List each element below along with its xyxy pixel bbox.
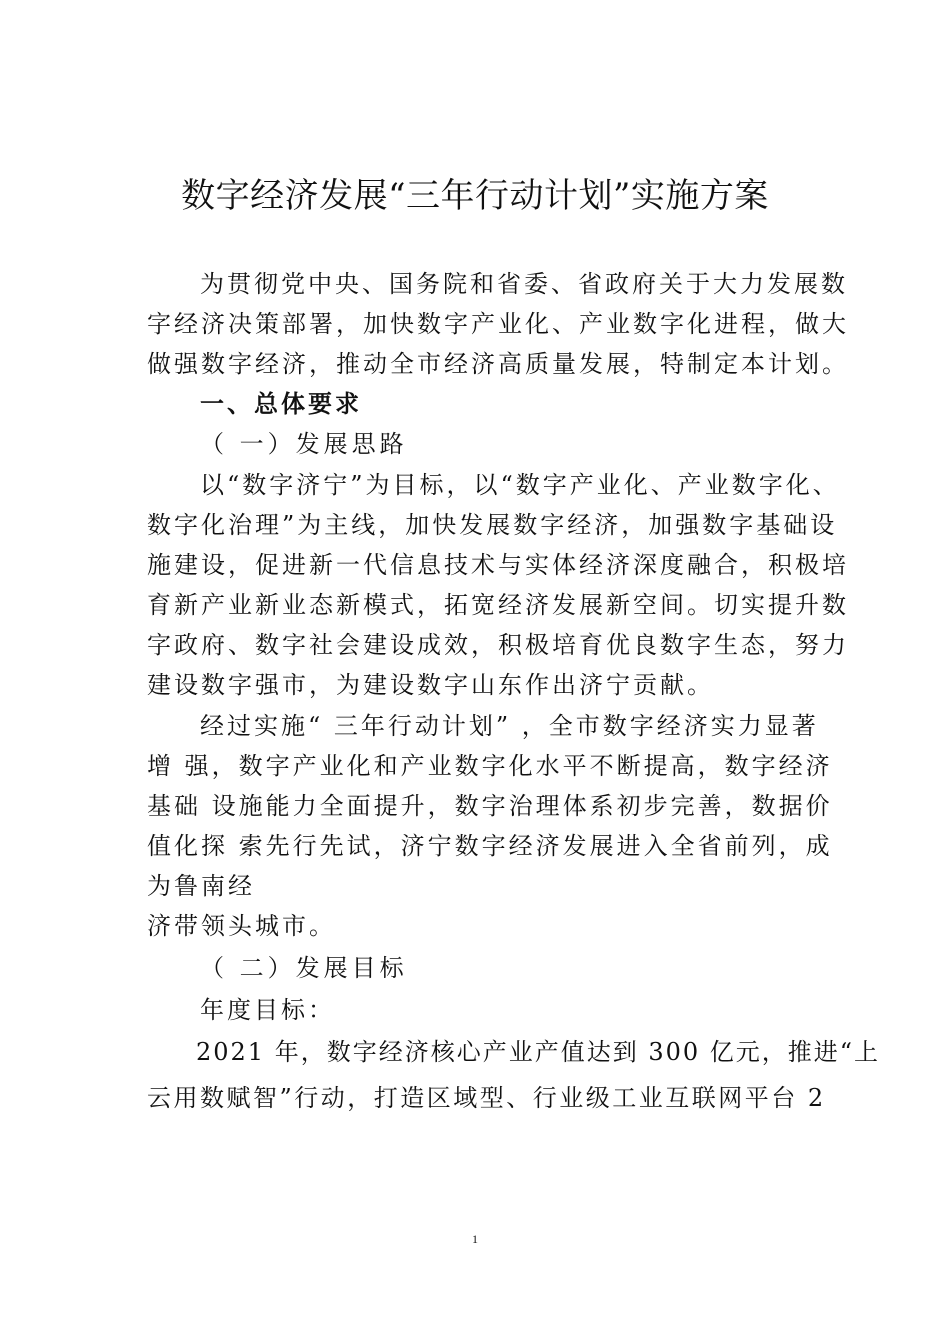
para2-line-2: 数字化治理”为主线，加快发展数字经济，加强数字基础设	[147, 511, 838, 539]
para4-line-1: 年度目标：	[200, 996, 335, 1024]
para2-line-3: 施建设，促进新一代信息技术与实体经济深度融合，积极培	[147, 551, 849, 579]
para3-line-4: 值化探 索先行先试，济宁数字经济发展进入全省前列，成	[147, 832, 833, 860]
section-heading-general-requirements: 一、总体要求	[200, 390, 362, 418]
document-title: 数字经济发展“三年行动计划”实施方案	[181, 176, 769, 216]
intro-line-1: 为贯彻党中央、国务院和省委、省政府关于大力发展数	[200, 270, 848, 298]
para5-line-2: 云用数赋智”行动，打造区域型、行业级工业互联网平台 2	[147, 1084, 826, 1112]
para3-line-5: 为鲁南经	[147, 872, 255, 900]
page-number: 1	[472, 1232, 478, 1246]
para5-line-1: 2021 年，数字经济核心产业产值达到 300 亿元，推进“上	[196, 1038, 881, 1066]
para2-line-5: 字政府、数字社会建设成效，积极培育优良数字生态，努力	[147, 631, 849, 659]
para3-line-6: 济带领头城市。	[147, 912, 336, 940]
para2-line-1: 以“数字济宁”为目标，以“数字产业化、产业数字化、	[200, 471, 840, 499]
intro-line-2: 字经济决策部署，加快数字产业化、产业数字化进程，做大	[147, 310, 849, 338]
para3-line-2: 增 强，数字产业化和产业数字化水平不断提高，数字经济	[147, 752, 833, 780]
para3-line-1: 经过实施“ 三年行动计划” ，全市数字经济实力显著	[200, 712, 819, 740]
subsection-heading-development-ideas: （ 一）发展思路	[200, 430, 408, 458]
subsection-heading-development-goals: （ 二）发展目标	[200, 954, 408, 982]
intro-line-3: 做强数字经济，推动全市经济高质量发展，特制定本计划。	[147, 350, 849, 378]
para2-line-6: 建设数字强市，为建设数字山东作出济宁贡献。	[147, 671, 714, 699]
para3-line-3: 基础 设施能力全面提升，数字治理体系初步完善，数据价	[147, 792, 833, 820]
para2-line-4: 育新产业新业态新模式，拓宽经济发展新空间。切实提升数	[147, 591, 849, 619]
